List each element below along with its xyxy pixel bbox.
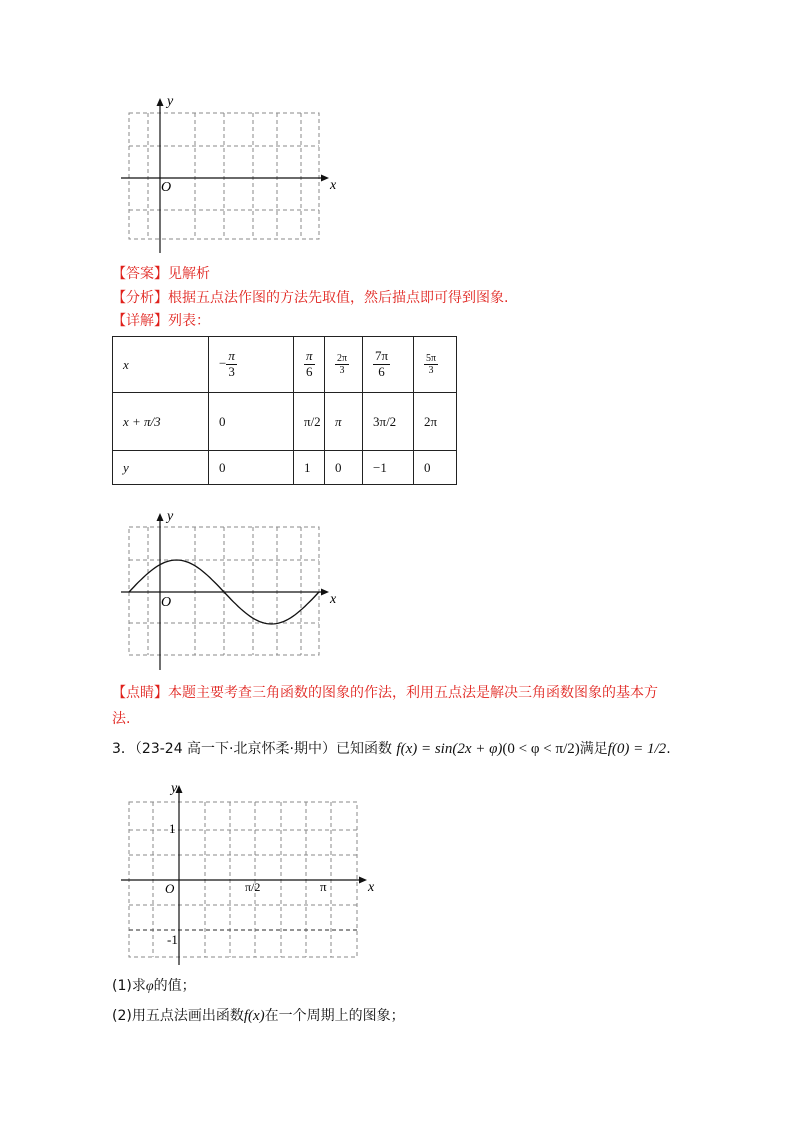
q3-number: 3． — [112, 741, 135, 757]
sub1-var: φ — [145, 979, 154, 994]
detail-line — [112, 310, 210, 330]
detail-tag: 【详解】 — [112, 313, 168, 329]
q3-value: f(0) = 1/2 — [607, 741, 667, 757]
comment-text-cont: 法. — [112, 711, 131, 727]
detail-text: 列表： — [168, 313, 210, 329]
graph-3-tick-pi: π — [320, 879, 327, 894]
table-cell: $\frac{7\pi}{6}$ — [363, 337, 414, 393]
table-cell: 0 — [414, 451, 457, 485]
table-cell: $\frac{2\pi}{3}$ — [325, 337, 363, 393]
sub2-prefix: (2)用五点法画出函数 — [112, 1008, 244, 1024]
graph-1-x-label: x — [330, 178, 337, 193]
table-cell: 3π/2 — [363, 393, 414, 451]
sub2-func: f(x) — [243, 1008, 265, 1024]
graph-1-y-label: y — [167, 94, 174, 109]
graph-2 — [115, 505, 340, 677]
table-cell: π — [325, 393, 363, 451]
table-cell: 0 — [209, 393, 294, 451]
graph-1-grid — [129, 113, 319, 239]
table-cell: 0 — [209, 451, 294, 485]
value-table — [112, 336, 457, 485]
graph-3-tick-neg1: -1 — [167, 932, 178, 947]
sub1-suffix: 的值； — [153, 978, 196, 994]
graph-2-x-label: x — [330, 592, 337, 607]
analysis-tag: 【分析】 — [112, 290, 168, 306]
table-cell: 2π — [414, 393, 457, 451]
row-label-x-plus: x + π/3 — [113, 393, 209, 451]
answer-text: 见解析 — [168, 266, 210, 282]
table-cell: − $\frac{\pi}{3}$ — [209, 337, 294, 393]
analysis-line — [112, 287, 508, 307]
table-cell: $\frac{\pi}{6}$ — [294, 337, 325, 393]
q3-source: （23-24 高一下·北京怀柔·期中）已知函数 — [134, 741, 392, 757]
row-label-x: x — [113, 337, 209, 393]
answer-tag: 【答案】 — [112, 266, 168, 282]
analysis-text: 根据五点法作图的方法先取值，然后描点即可得到图象. — [168, 290, 509, 306]
answer-line — [112, 263, 210, 283]
q3-func: f(x) = sin(2x + φ) — [396, 741, 503, 757]
table-cell: 0 — [325, 451, 363, 485]
q3-cond: (0 < φ < π/2) — [502, 741, 580, 757]
graph-2-origin-label: O — [161, 595, 172, 610]
question-3 — [112, 738, 671, 758]
table-row — [113, 337, 457, 393]
sub-question-1 — [112, 975, 196, 995]
table-row — [113, 451, 457, 485]
table-cell: $\frac{5\pi}{3}$ — [414, 337, 457, 393]
table-cell: 1 — [294, 451, 325, 485]
q3-end: . — [666, 741, 671, 757]
graph-3-x-label: x — [368, 880, 375, 895]
graph-1 — [115, 88, 340, 260]
comment-block — [112, 680, 692, 732]
row-label-y: y — [113, 451, 209, 485]
graph-1-origin-label: O — [161, 180, 172, 195]
graph-2-y-label: y — [167, 509, 174, 524]
sub2-suffix: 在一个周期上的图象； — [264, 1008, 405, 1024]
graph-3-origin-label: O — [165, 881, 175, 896]
graph-3 — [115, 775, 380, 970]
sub-question-2 — [112, 1005, 405, 1025]
comment-text: 本题主要考查三角函数的图象的作法，利用五点法是解决三角函数图象的基本方 — [168, 685, 658, 701]
comment-tag: 【点睛】 — [112, 685, 168, 701]
table-row — [113, 393, 457, 451]
graph-3-tick-pi-half: π/2 — [245, 880, 261, 894]
graph-3-tick-1: 1 — [169, 821, 176, 836]
graph-2-grid — [129, 527, 319, 655]
table-cell: −1 — [363, 451, 414, 485]
table-cell: π/2 — [294, 393, 325, 451]
sub1-prefix: (1)求 — [112, 978, 146, 994]
graph-3-y-label: y — [171, 781, 178, 796]
q3-satisfy: 满足 — [579, 741, 608, 757]
